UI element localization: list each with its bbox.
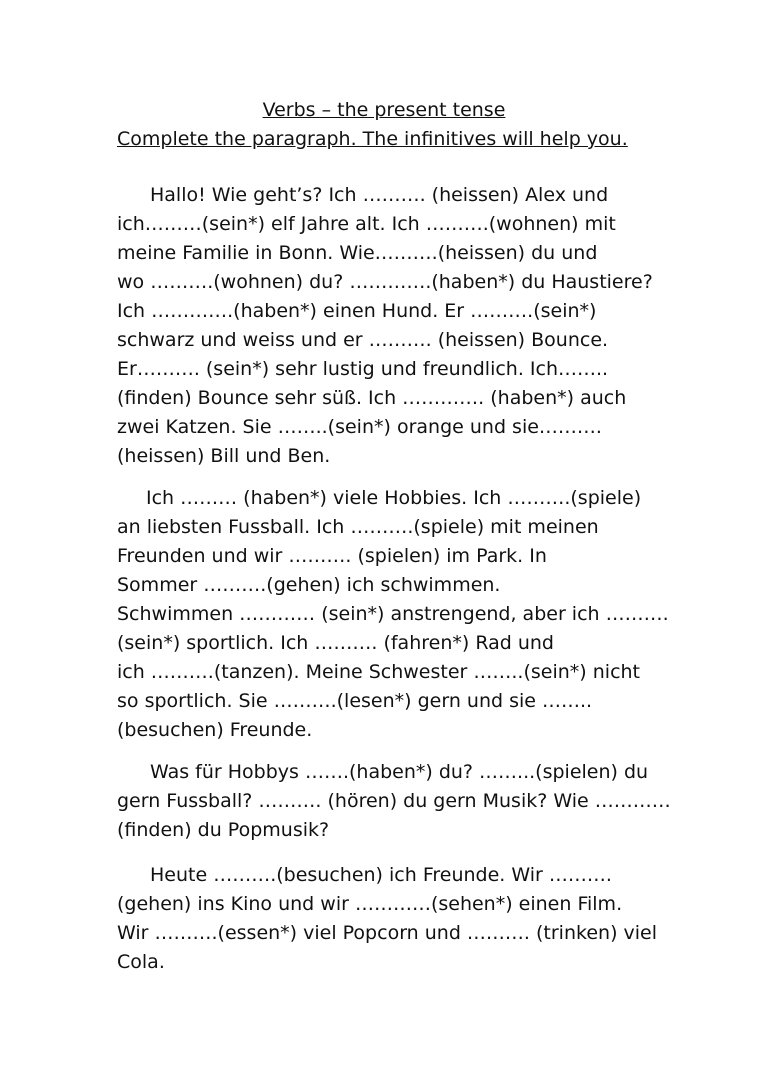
text-line: an liebsten Fussball. Ich ……….(spiele) mit meinen (117, 516, 599, 538)
text-line: Wir ……….(essen*) viel Popcorn und ………. (trinken) viel (117, 922, 658, 944)
text-line: (sein*) sportlich. Ich ………. (fahren*) Rad und (117, 632, 554, 654)
worksheet-title: Verbs – the present tense (262, 99, 506, 121)
text-line: (gehen) ins Kino und wir …………(sehen*) einen Film. (117, 893, 623, 915)
text-line: meine Familie in Bonn. Wie……….(heissen) du und (117, 242, 598, 264)
text-line: Sommer ……….(gehen) ich schwimmen. (117, 574, 501, 596)
text-line: (finden) Bounce sehr süß. Ich …………. (haben*) auch (117, 387, 627, 409)
text-line: ich………(sein*) elf Jahre alt. Ich ……….(wohnen) mit (117, 213, 616, 235)
worksheet-instruction: Complete the paragraph. The infinitives will help you. (117, 128, 628, 150)
text-line: ich ……….(tanzen). Meine Schwester ……..(sein*) nicht (117, 661, 641, 683)
text-line: schwarz und weiss und er ………. (heissen) Bounce. (117, 329, 609, 351)
text-line: Freunden und wir ………. (spielen) im Park. In (117, 545, 547, 567)
text-line: (besuchen) Freunde. (117, 719, 313, 741)
text-line: Schwimmen ………… (sein*) anstrengend, aber ich ………. (117, 603, 669, 625)
text-line: zwei Katzen. Sie ……..(sein*) orange und sie………. (117, 416, 602, 438)
paragraph-3 (117, 758, 677, 845)
text-line: Was für Hobbys …….(haben*) du? ……...(spielen) du (150, 761, 649, 783)
text-line: Ich ……… (haben*) viele Hobbies. Ich ……….(spiele) (146, 487, 642, 509)
text-line: gern Fussball? ………. (hören) du gern Musik? Wie ………… (117, 790, 671, 812)
text-line: Ich ………….(haben*) einen Hund. Er ……….(sein*) (117, 300, 597, 322)
paragraph-4 (117, 861, 677, 977)
paragraph-2 (117, 484, 677, 745)
text-line: (finden) du Popmusik? (117, 819, 330, 841)
paragraph-1 (117, 181, 677, 471)
text-line: Er………. (sein*) sehr lustig und freundlich. Ich…….. (117, 358, 609, 380)
text-line: wo ……….(wohnen) du? ………….(haben*) du Haustiere? (117, 271, 653, 293)
text-line: Hallo! Wie geht’s? Ich ………. (heissen) Alex und (150, 184, 609, 206)
text-line: Heute ……….(besuchen) ich Freunde. Wir ………. (150, 864, 612, 886)
text-line: Cola. (117, 951, 165, 973)
text-line: so sportlich. Sie ……….(lesen*) gern und sie …….. (117, 690, 593, 712)
text-line: (heissen) Bill und Ben. (117, 445, 331, 467)
